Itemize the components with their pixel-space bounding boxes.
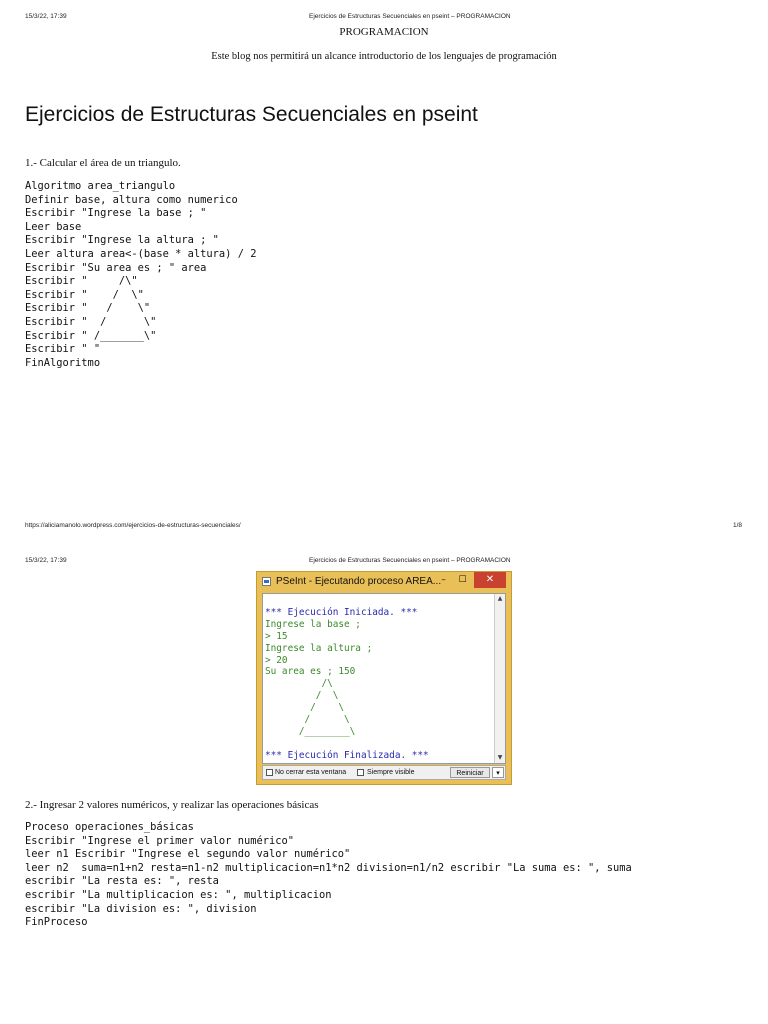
print-date-2: 15/3/22, 17:39 bbox=[25, 557, 67, 564]
window-titlebar[interactable] bbox=[257, 572, 511, 592]
print-date: 15/3/22, 17:39 bbox=[25, 13, 67, 20]
print-page-number: 1/8 bbox=[733, 522, 743, 529]
window-bottom-bar bbox=[262, 765, 506, 780]
scroll-up-icon[interactable]: ▲ bbox=[497, 595, 503, 602]
console-end-line: *** Ejecución Finalizada. *** bbox=[265, 749, 429, 761]
console-triangle: /\ / \ / \ / \ /________\ bbox=[298, 678, 356, 737]
keep-open-label: No cerrar esta ventana bbox=[275, 769, 347, 776]
exercise-1-heading: 1.- Calcular el área de un triangulo. bbox=[25, 157, 181, 169]
exercise-2-heading: 2.- Ingresar 2 valores numéricos, y realizar las operaciones básicas bbox=[25, 799, 319, 811]
pseint-window bbox=[256, 571, 512, 785]
console-prompt-altura: Ingrese la altura ; bbox=[265, 642, 373, 654]
exercise-1-code: Algoritmo area_triangulo Definir base, altura como numerico Escribir "Ingrese la base ; " Leer base Escribir "Ingrese la altura ; " Leer altura area<-(base * altura) / 2 Escribir "Su area es ; " area Escribir " /\" Escribir " / \" Escribir " / \" Escribir " / \" Escribir " /_______\" Escribir " " FinAlgoritmo bbox=[25, 180, 257, 369]
print-footer-url[interactable]: https://aliciamanolo.wordpress.com/ejercicios-de-estructuras-secuenciales/ bbox=[25, 522, 241, 529]
console-output[interactable] bbox=[262, 593, 506, 764]
console-result: Su area es ; 150 bbox=[265, 666, 356, 678]
exercise-2-code: Proceso operaciones_básicas Escribir "Ingrese el primer valor numérico" leer n1 Escribir "Ingrese el segundo valor numérico" leer n2 suma=n1+n2 resta=n1-n2 multiplicacion=n1*n2 division=n1/n2 escribir "La suma es: ", suma escribir "La resta es: ", resta escribir "La multiplicacion es: ", multiplicacion escribir "La division es: ", division FinProceso bbox=[25, 821, 632, 929]
always-visible-label: Siempre visible bbox=[367, 769, 415, 776]
restart-button[interactable]: Reiniciar bbox=[450, 767, 490, 778]
console-input-altura: > 20 bbox=[265, 654, 288, 666]
console-start-line: *** Ejecución Iniciada. *** bbox=[265, 606, 418, 618]
site-tagline: Este blog nos permitirá un alcance introductorio de los lenguajes de programación bbox=[211, 51, 557, 62]
app-icon bbox=[262, 577, 271, 586]
print-header-title: Ejercicios de Estructuras Secuenciales en pseint – PROGRAMACION bbox=[309, 13, 511, 20]
keep-open-checkbox[interactable] bbox=[266, 769, 273, 776]
console-prompt-base: Ingrese la base ; bbox=[265, 618, 361, 630]
console-input-base: > 15 bbox=[265, 630, 288, 642]
window-title: PSeInt - Ejecutando proceso AREA... bbox=[276, 576, 442, 587]
close-icon[interactable]: ✕ bbox=[474, 572, 506, 588]
post-title: Ejercicios de Estructuras Secuenciales en pseint bbox=[25, 103, 478, 126]
console-scrollbar[interactable] bbox=[494, 594, 505, 763]
maximize-icon[interactable]: ☐ bbox=[458, 575, 467, 585]
scroll-down-icon[interactable]: ▼ bbox=[497, 754, 503, 761]
minimize-icon[interactable]: – bbox=[441, 575, 446, 585]
print-header-title-2: Ejercicios de Estructuras Secuenciales en pseint – PROGRAMACION bbox=[309, 557, 511, 564]
restart-dropdown-icon[interactable]: ▾ bbox=[492, 767, 504, 778]
site-title[interactable]: PROGRAMACION bbox=[339, 26, 429, 38]
always-visible-checkbox[interactable] bbox=[357, 769, 364, 776]
